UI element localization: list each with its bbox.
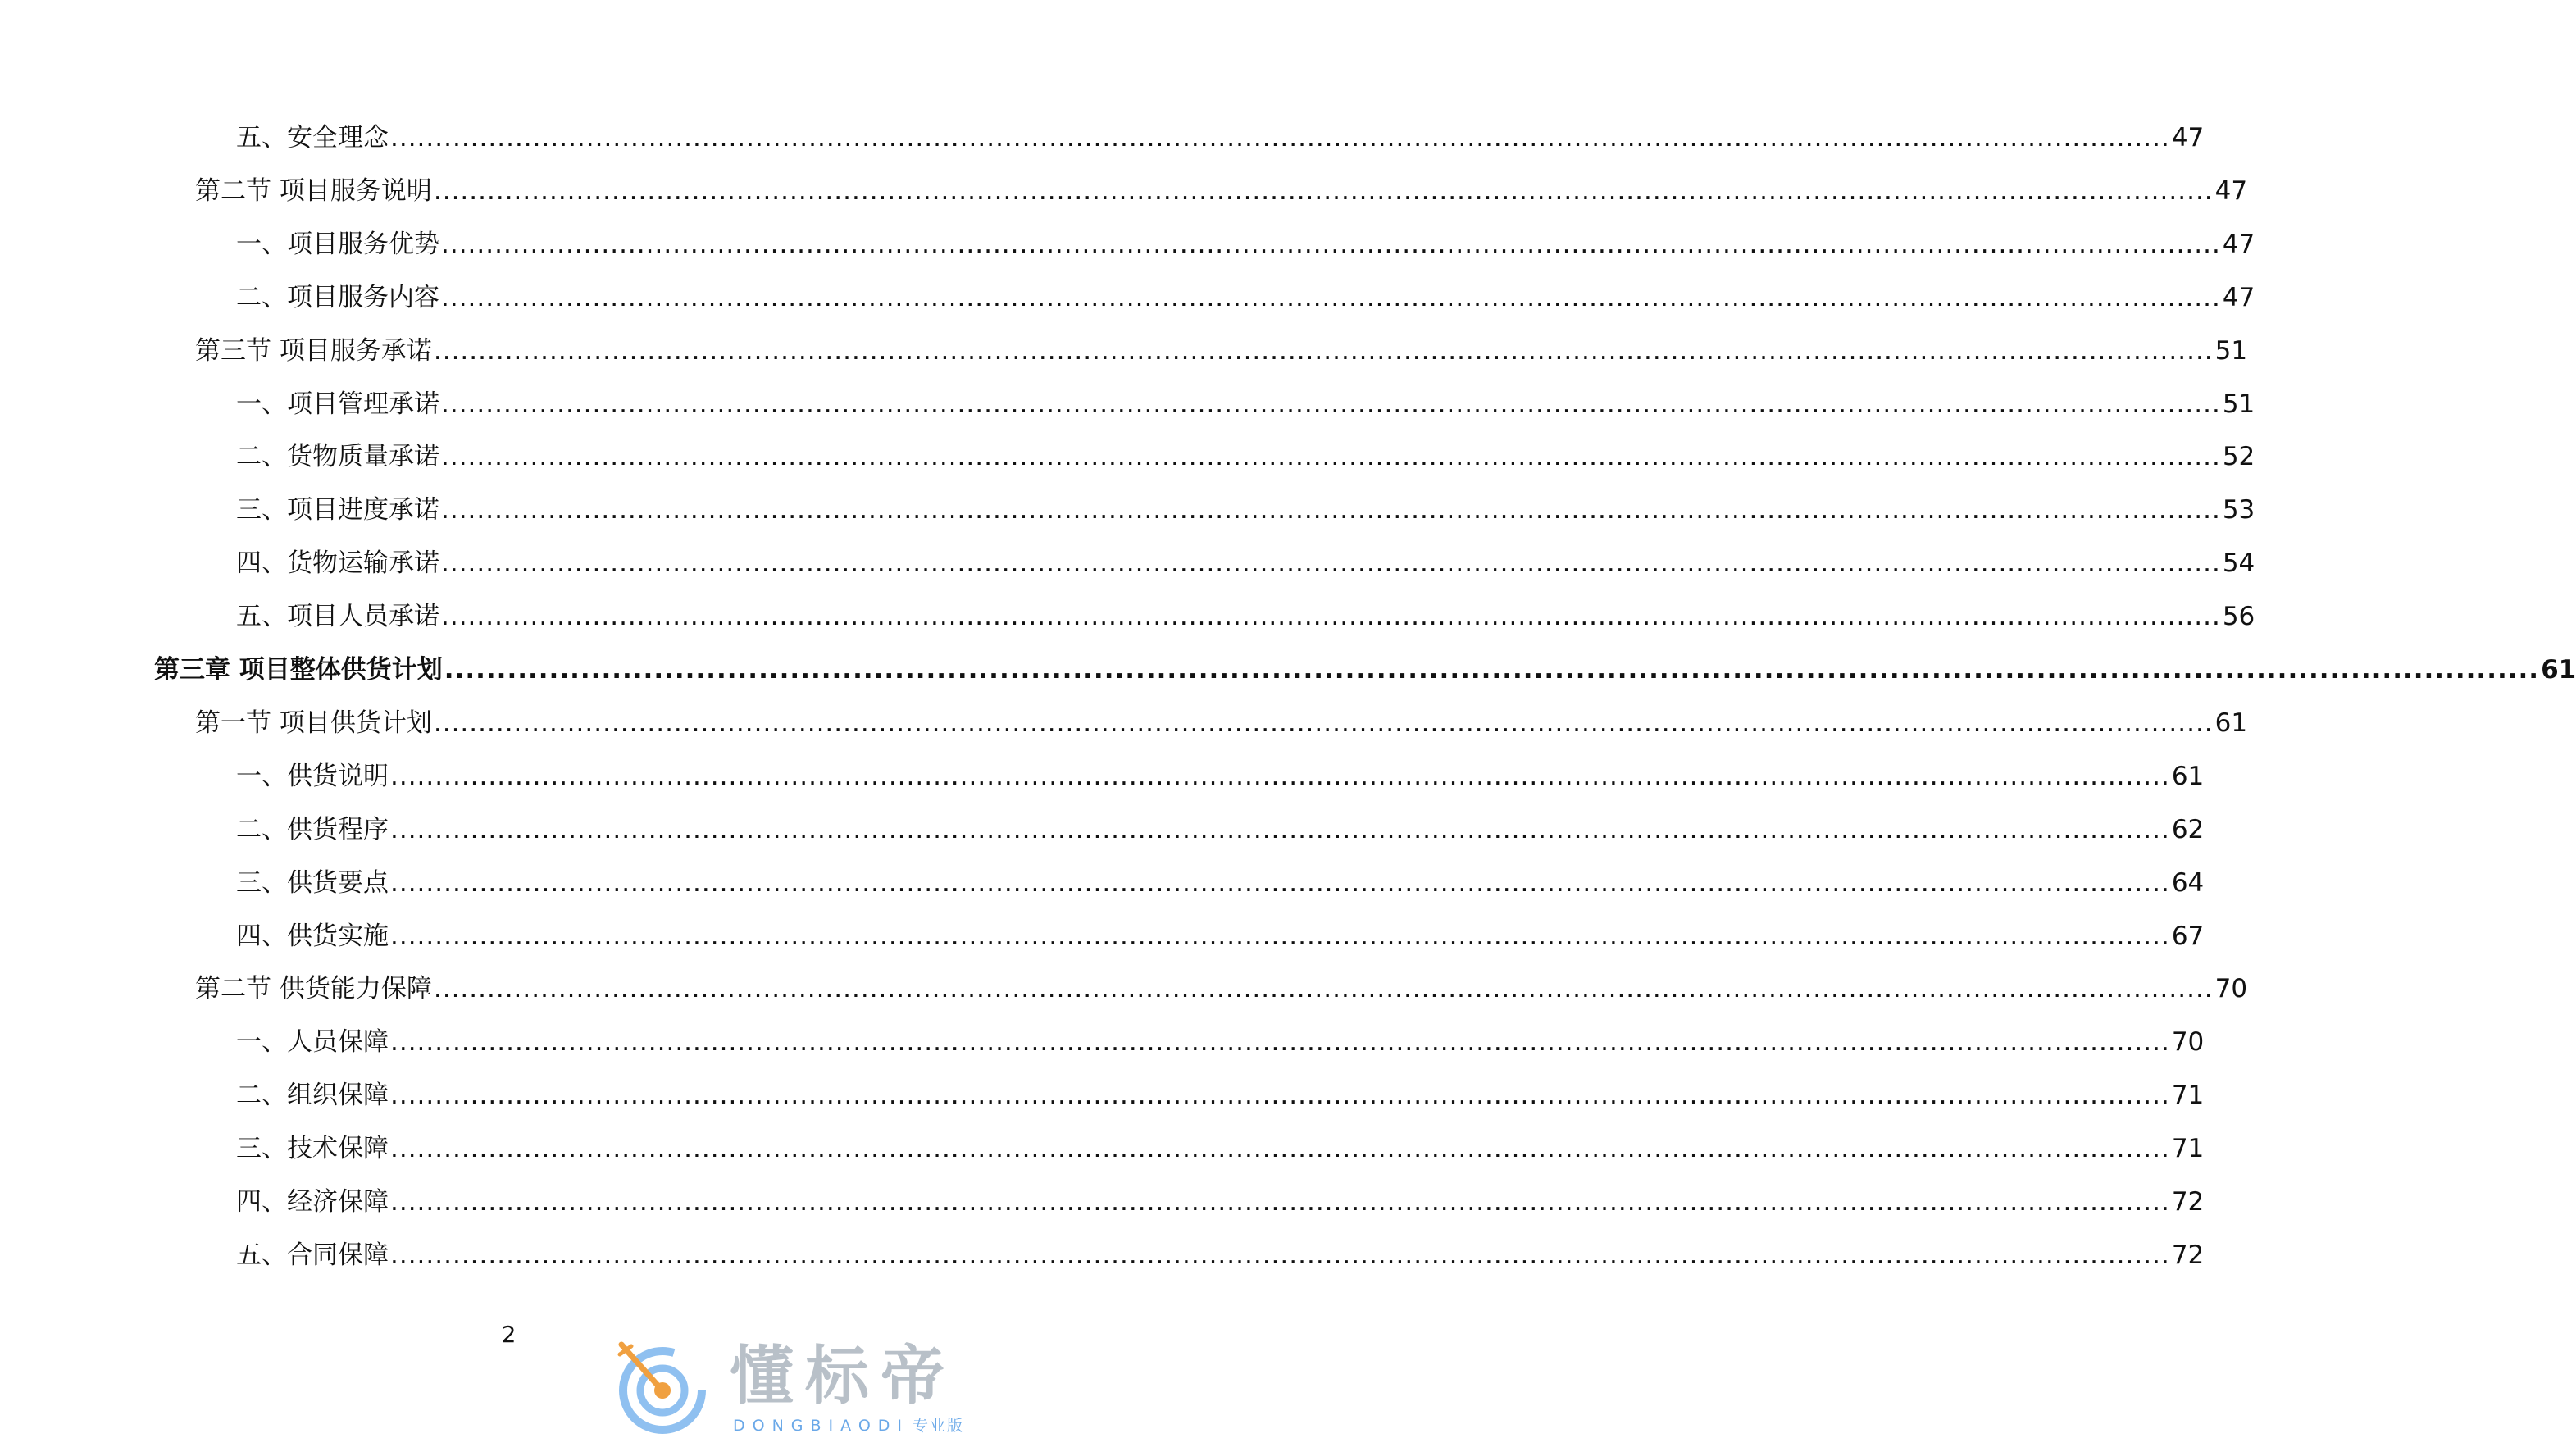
toc-entry-title: 五、合同保障 (236, 1240, 389, 1270)
toc-entry-page: 54 (2222, 548, 2255, 579)
toc-dot-leader: ........................................................................................................................................................................................................ (390, 1240, 2170, 1270)
toc-entry-title: 第三节 项目服务承诺 (195, 335, 432, 366)
toc-entry-page: 64 (2171, 867, 2205, 898)
toc-entry-page: 72 (2171, 1240, 2205, 1270)
toc-entry[interactable] (236, 545, 2255, 581)
toc-dot-leader: ........................................................................................................................................................................................................ (433, 708, 2214, 738)
toc-entry-page: 51 (2222, 389, 2255, 419)
toc-entry-page: 47 (2214, 175, 2248, 206)
toc-entry-page: 61 (2171, 761, 2205, 791)
toc-entry[interactable] (236, 598, 2255, 635)
toc-entry-page: 53 (2222, 495, 2255, 526)
toc-entry-page: 47 (2222, 282, 2255, 312)
toc-entry[interactable] (195, 333, 2248, 369)
toc-dot-leader: ........................................................................................................................................................................................................ (433, 974, 2214, 1004)
toc-dot-leader: ........................................................................................................................................................................................................ (441, 389, 2221, 419)
toc-entry-title: 三、技术保障 (236, 1134, 389, 1164)
toc-entry-title: 五、项目人员承诺 (236, 602, 439, 632)
toc-dot-leader: ........................................................................................................................................................................................................ (441, 229, 2221, 259)
toc-entry-page: 52 (2222, 442, 2255, 472)
toc-dot-leader: ........................................................................................................................................................................................................ (390, 814, 2170, 844)
target-logo-icon (615, 1340, 710, 1435)
toc-dot-leader: ........................................................................................................................................................................................................ (441, 548, 2221, 579)
toc-dot-leader: ........................................................................................................................................................................................................ (441, 442, 2221, 472)
toc-entry-title: 第二节 供货能力保障 (195, 974, 432, 1004)
watermark-pinyin: DONGBIAODI (733, 1417, 910, 1435)
watermark (607, 1336, 1017, 1438)
toc-dot-leader: ........................................................................................................................................................................................................ (441, 495, 2221, 526)
toc-entry-title: 四、货物运输承诺 (236, 548, 439, 579)
toc-dot-leader: ........................................................................................................................................................................................................ (390, 867, 2170, 898)
toc-entry[interactable] (195, 971, 2248, 1007)
watermark-edition: 专业版 (913, 1417, 965, 1435)
toc-dot-leader: ........................................................................................................................................................................................................ (390, 123, 2170, 152)
toc-entry-title: 一、项目管理承诺 (236, 389, 439, 419)
toc-dot-leader: ........................................................................................................................................................................................................ (441, 602, 2221, 632)
toc-dot-leader: ........................................................................................................................................................................................................ (390, 921, 2170, 951)
toc-entry-title: 四、供货实施 (236, 921, 389, 951)
toc-entry[interactable] (236, 758, 2205, 794)
toc-entry-title: 一、供货说明 (236, 761, 389, 791)
toc-entry-title: 第三章 项目整体供货计划 (154, 655, 443, 685)
toc-dot-leader: ........................................................................................................................................................................................................ (390, 1187, 2170, 1217)
toc-entry-page: 67 (2171, 921, 2205, 951)
toc-entry-page: 47 (2222, 229, 2255, 259)
toc-dot-leader: ........................................................................................................................................................................................................ (444, 655, 2540, 685)
toc-entry-page: 51 (2214, 335, 2248, 366)
toc-entry[interactable] (236, 439, 2255, 475)
toc-entry-page: 70 (2214, 974, 2248, 1004)
page-number: 2 (501, 1321, 517, 1348)
toc-entry[interactable] (236, 492, 2255, 528)
toc-dot-leader: ........................................................................................................................................................................................................ (441, 282, 2221, 312)
toc-entry[interactable] (195, 705, 2248, 741)
toc-entry[interactable] (236, 226, 2255, 262)
toc-entry-title: 一、人员保障 (236, 1027, 389, 1058)
toc-entry-title: 三、供货要点 (236, 867, 389, 898)
toc-dot-leader: ........................................................................................................................................................................................................ (390, 1081, 2170, 1111)
toc-entry[interactable] (236, 918, 2205, 954)
toc-entry-title: 四、经济保障 (236, 1187, 389, 1217)
toc-entry-page: 61 (2541, 655, 2576, 685)
watermark-subtitle (733, 1417, 964, 1435)
toc-entry-title: 二、项目服务内容 (236, 282, 439, 312)
toc-entry[interactable] (236, 280, 2255, 316)
toc-entry-title: 二、组织保障 (236, 1081, 389, 1111)
toc-entry-page: 71 (2171, 1081, 2205, 1111)
toc-entry[interactable] (236, 120, 2205, 156)
toc-entry-title: 二、供货程序 (236, 814, 389, 844)
toc-dot-leader: ........................................................................................................................................................................................................ (433, 175, 2214, 206)
toc-entry-page: 70 (2171, 1027, 2205, 1058)
toc-entry-title: 第二节 项目服务说明 (195, 175, 432, 206)
toc-dot-leader: ........................................................................................................................................................................................................ (433, 335, 2214, 366)
toc-entry-title: 二、货物质量承诺 (236, 442, 439, 472)
toc-entry[interactable] (236, 386, 2255, 422)
toc-entry-title: 五、安全理念 (236, 123, 389, 152)
toc-entry[interactable] (154, 652, 2576, 688)
toc-entry-title: 三、项目进度承诺 (236, 495, 439, 526)
toc-entry-title: 第一节 项目供货计划 (195, 708, 432, 738)
toc-entry-page: 61 (2214, 708, 2248, 738)
toc-dot-leader: ........................................................................................................................................................................................................ (390, 1027, 2170, 1058)
toc-entry-page: 72 (2171, 1187, 2205, 1217)
toc-entry-page: 62 (2171, 814, 2205, 844)
toc-entry-page: 71 (2171, 1134, 2205, 1164)
toc-entry[interactable] (236, 1237, 2205, 1273)
toc-entry[interactable] (236, 865, 2205, 901)
toc-entry-page: 56 (2222, 602, 2255, 632)
toc-entry-title: 一、项目服务优势 (236, 229, 439, 259)
toc-entry[interactable] (236, 1077, 2205, 1113)
watermark-brand: 懂标帝 (730, 1340, 957, 1413)
toc-entry[interactable] (236, 1184, 2205, 1220)
toc-entry[interactable] (236, 812, 2205, 848)
toc-entry-page: 47 (2171, 123, 2205, 152)
toc-entry[interactable] (236, 1131, 2205, 1167)
toc-entry[interactable] (236, 1024, 2205, 1060)
toc-dot-leader: ........................................................................................................................................................................................................ (390, 761, 2170, 791)
toc-entry[interactable] (195, 173, 2248, 209)
toc-dot-leader: ........................................................................................................................................................................................................ (390, 1134, 2170, 1164)
